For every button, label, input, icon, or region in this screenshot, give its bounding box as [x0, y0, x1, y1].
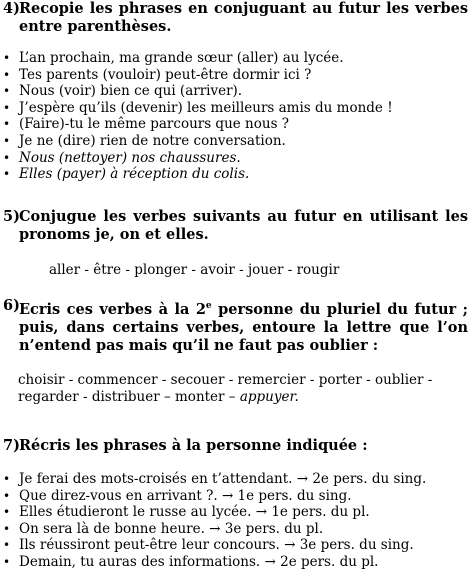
exercise-6 [3, 297, 468, 406]
list-item: • Nous (voir) bien ce qui (arriver). [3, 83, 243, 100]
exercise-4 [3, 0, 468, 183]
bullet-icon: • [3, 472, 11, 486]
bullet-icon: • [3, 133, 11, 148]
exercise-4-list [3, 50, 468, 183]
list-item: • L’an prochain, ma grande sœur (aller) au lycée. [3, 50, 344, 66]
exercise-6-title: Ecris ces verbes à la 2e personne du pluriel du futur ; puis, dans certains verbes, entoure la lettre que l’on n’entend pas mais qu’il ne faut pas oublier : [19, 300, 468, 354]
list-item: • Je ferai des mots-croisés en t’attendant. → 2e pers. du sing. [3, 471, 427, 487]
exercise-6-number: 6) [3, 297, 20, 314]
bullet-icon: • [3, 505, 11, 520]
exercise-6-heading [3, 297, 468, 355]
bullet-icon: • [3, 67, 11, 82]
list-item: • Elles étudieront le russe au lycée. → 1e pers. du pl. [3, 504, 370, 521]
bullet-icon: • [3, 51, 11, 65]
list-item: • On sera là de bonne heure. → 3e pers. du pl. [3, 520, 324, 537]
bullet-icon: • [3, 84, 11, 99]
list-item: • (Faire)-tu le même parcours que nous ? [3, 116, 290, 133]
bullet-icon: • [3, 167, 11, 182]
exercise-7-number: 7) [3, 437, 20, 454]
exercise-5-number: 5) [3, 208, 20, 225]
list-item: • Ils réussiront peut-être leur concours. → 3e pers. du sing. [3, 537, 414, 554]
exercise-5-verbs: aller - être - plonger - avoir - jouer - rougir [49, 262, 340, 278]
list-item: • J’espère qu’ils (devenir) les meilleurs amis du monde ! [3, 99, 393, 116]
bullet-icon: • [3, 117, 11, 132]
bullet-icon: • [3, 100, 11, 115]
exercise-7-heading [3, 437, 468, 455]
list-item: • Nous (nettoyer) nos chaussures. [3, 149, 241, 166]
exercise-4-number: 4) [3, 0, 20, 17]
exercise-4-title: Recopie les phrases en conjuguant au futur les verbes entre parenthèses. [19, 0, 468, 35]
exercise-6-verbs: choisir - commencer - secouer - remercier - porter - oublier - regarder - distribuer – monter – appuyer. [18, 371, 433, 405]
bullet-icon: • [3, 521, 11, 536]
bullet-icon: • [3, 538, 11, 553]
exercise-5-heading [3, 208, 468, 244]
list-item: • Elles (payer) à réception du colis. [3, 166, 250, 183]
exercise-7-list [3, 471, 468, 571]
list-item: • Tes parents (vouloir) peut-être dormir ici ? [3, 66, 312, 83]
list-item: • Demain, tu auras des informations. → 2e pers. du pl. [3, 553, 379, 570]
exercise-5 [3, 208, 468, 279]
list-item: • Que direz-vous en arrivant ?. → 1e pers. du sing. [3, 487, 352, 504]
exercise-7-title: Récris les phrases à la personne indiquée : [19, 437, 368, 454]
exercise-7 [3, 437, 468, 571]
bullet-icon: • [3, 150, 11, 165]
list-item: • Je ne (dire) rien de notre conversation. [3, 132, 286, 149]
exercise-5-title: Conjugue les verbes suivants au futur en utilisant les pronoms je, on et elles. [19, 208, 468, 243]
bullet-icon: • [3, 554, 11, 569]
bullet-icon: • [3, 488, 11, 503]
exercise-4-heading [3, 0, 468, 36]
